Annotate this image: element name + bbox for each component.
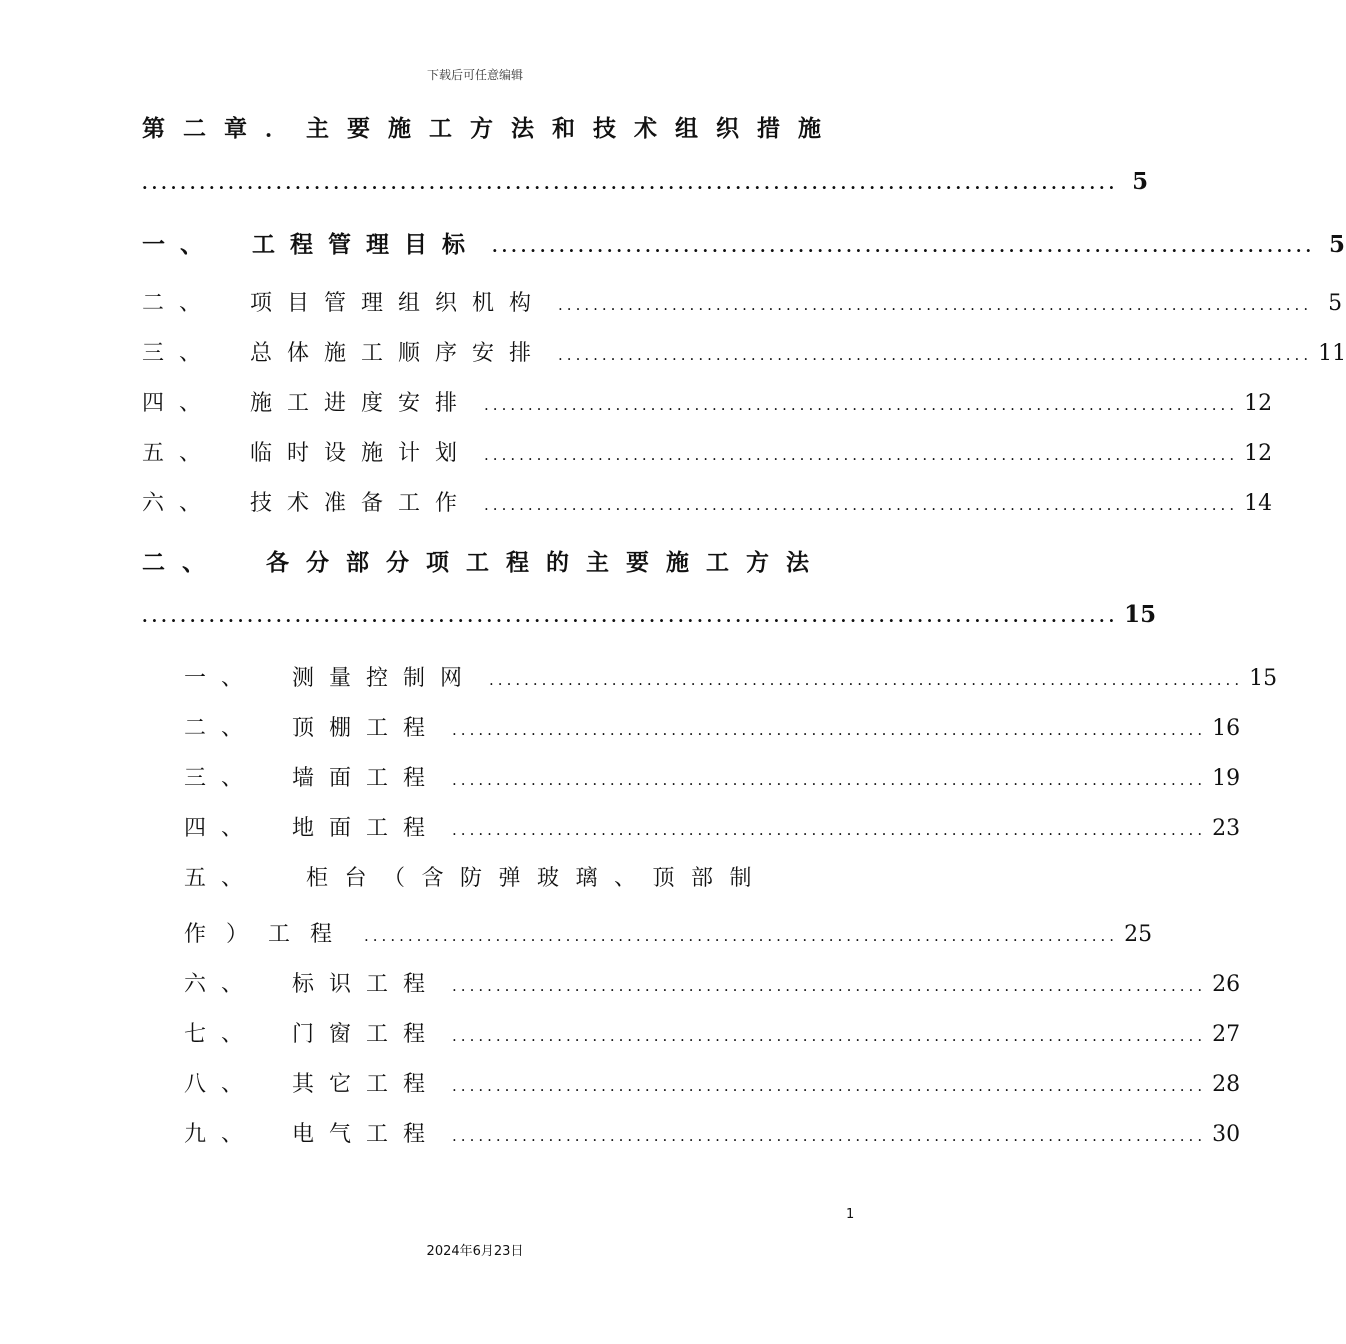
toc-text: 顶棚工程 bbox=[292, 716, 441, 741]
toc-entry bbox=[142, 226, 1346, 259]
toc-dots: ...................................................................................... bbox=[484, 396, 1239, 414]
toc-text: 测量控制网 bbox=[292, 666, 478, 691]
toc-dots: ...................................................................................... bbox=[558, 346, 1313, 364]
toc-number: 三、 bbox=[184, 766, 259, 791]
toc-entry bbox=[184, 1067, 1241, 1098]
toc-text: 临时设施计划 bbox=[250, 441, 473, 466]
toc-entry-wrapped bbox=[184, 861, 844, 892]
toc-page-number: 5 bbox=[1132, 168, 1149, 195]
toc-number: 八、 bbox=[184, 1072, 259, 1097]
toc-page-number: 19 bbox=[1212, 766, 1241, 791]
toc-text: 各分部分项工程的主要施工方法 bbox=[266, 549, 826, 576]
toc-number: 九、 bbox=[184, 1122, 259, 1147]
toc-entry bbox=[184, 711, 1241, 742]
toc-number: 一、 bbox=[184, 666, 259, 691]
toc-text: 标识工程 bbox=[292, 972, 441, 997]
toc-page-number: 30 bbox=[1212, 1122, 1241, 1147]
toc-page-number: 11 bbox=[1318, 341, 1346, 366]
toc-number: 二、 bbox=[142, 549, 222, 576]
toc-page-number: 5 bbox=[1329, 231, 1346, 258]
toc-text: 门窗工程 bbox=[292, 1022, 441, 1047]
toc-dots: ...................................................................................... bbox=[558, 296, 1313, 314]
toc-text: 施工进度安排 bbox=[250, 391, 473, 416]
toc-number: 一、 bbox=[142, 231, 218, 258]
toc-page-number: 23 bbox=[1212, 816, 1241, 841]
toc-dots: ...................................................................................... bbox=[452, 771, 1207, 789]
toc-entry bbox=[142, 436, 1273, 467]
toc-dots: ...................................................................................... bbox=[452, 977, 1207, 995]
toc-text: 总体施工顺序安排 bbox=[250, 341, 547, 366]
toc-dots: ...................................................................................... bbox=[492, 237, 1316, 256]
toc-page-number: 14 bbox=[1244, 491, 1273, 516]
toc-entry bbox=[142, 486, 1273, 517]
toc-entry bbox=[184, 661, 1278, 692]
toc-number: 三、 bbox=[142, 341, 217, 366]
toc-dots: ...................................................................................... bbox=[452, 1127, 1207, 1145]
toc-entry bbox=[184, 1117, 1241, 1148]
toc-number: 七、 bbox=[184, 1022, 259, 1047]
toc-dots: ...................................................................................... bbox=[452, 1077, 1207, 1095]
toc-dots: ...................................................................................................... bbox=[142, 607, 1119, 626]
toc-number: 六、 bbox=[142, 491, 217, 516]
toc-entry bbox=[184, 1017, 1241, 1048]
toc-page-number: 12 bbox=[1244, 441, 1273, 466]
toc-text: 墙面工程 bbox=[292, 766, 441, 791]
toc-dots: ...................................................................................................... bbox=[142, 174, 1119, 193]
toc-part-leader bbox=[142, 601, 1157, 628]
toc-number: 四、 bbox=[142, 391, 217, 416]
toc-page-number: 5 bbox=[1328, 291, 1343, 316]
toc-page-number: 15 bbox=[1249, 666, 1278, 691]
footer-date: 2024年6月23日 bbox=[426, 1244, 524, 1259]
toc-entry bbox=[142, 286, 1343, 317]
toc-dots: ...................................................................................... bbox=[452, 721, 1207, 739]
toc-entry bbox=[142, 336, 1346, 367]
toc-text: 地面工程 bbox=[292, 816, 441, 841]
toc-page-number: 26 bbox=[1212, 972, 1241, 997]
toc-chapter-leader bbox=[142, 168, 1149, 195]
toc-text: 作）工程 bbox=[184, 922, 353, 947]
toc-page-number: 15 bbox=[1124, 601, 1157, 628]
toc-number: 二、 bbox=[184, 716, 259, 741]
toc-text: 工程管理目标 bbox=[252, 231, 480, 258]
toc-page-number: 28 bbox=[1212, 1072, 1241, 1097]
toc-dots: ...................................................................................... bbox=[452, 821, 1207, 839]
toc-number: 六、 bbox=[184, 972, 259, 997]
toc-number: 五、 bbox=[184, 866, 259, 891]
page-header: 下载后可任意编辑 bbox=[426, 68, 523, 82]
toc-text: 技术准备工作 bbox=[250, 491, 473, 516]
toc-entry bbox=[142, 386, 1273, 417]
toc-number: 五、 bbox=[142, 441, 217, 466]
toc-number: 二、 bbox=[142, 291, 217, 316]
toc-dots: ...................................................................................... bbox=[489, 671, 1244, 689]
toc-text: 电气工程 bbox=[292, 1122, 441, 1147]
toc-dots: ...................................................................................... bbox=[364, 927, 1119, 945]
toc-part-heading bbox=[142, 544, 826, 577]
toc-text: 其它工程 bbox=[292, 1072, 441, 1097]
toc-dots: ...................................................................................... bbox=[452, 1027, 1207, 1045]
toc-dots: ...................................................................................... bbox=[484, 496, 1239, 514]
toc-text: 项目管理组织机构 bbox=[250, 291, 547, 316]
toc-dots: ...................................................................................... bbox=[484, 446, 1239, 464]
page-number: 1 bbox=[846, 1207, 855, 1222]
toc-page-number: 16 bbox=[1212, 716, 1241, 741]
toc-text: 柜台（含防弹玻璃、顶部制 bbox=[306, 866, 769, 891]
toc-entry bbox=[184, 967, 1241, 998]
toc-chapter-title: 第二章．主要施工方法和技术组织措施 bbox=[142, 115, 839, 142]
toc-entry bbox=[184, 761, 1241, 792]
toc-page-number: 12 bbox=[1244, 391, 1273, 416]
toc-page-number: 25 bbox=[1124, 922, 1153, 947]
toc-page-number: 27 bbox=[1212, 1022, 1241, 1047]
toc-number: 四、 bbox=[184, 816, 259, 841]
toc-entry-continuation bbox=[184, 917, 1153, 948]
toc-entry bbox=[184, 811, 1241, 842]
